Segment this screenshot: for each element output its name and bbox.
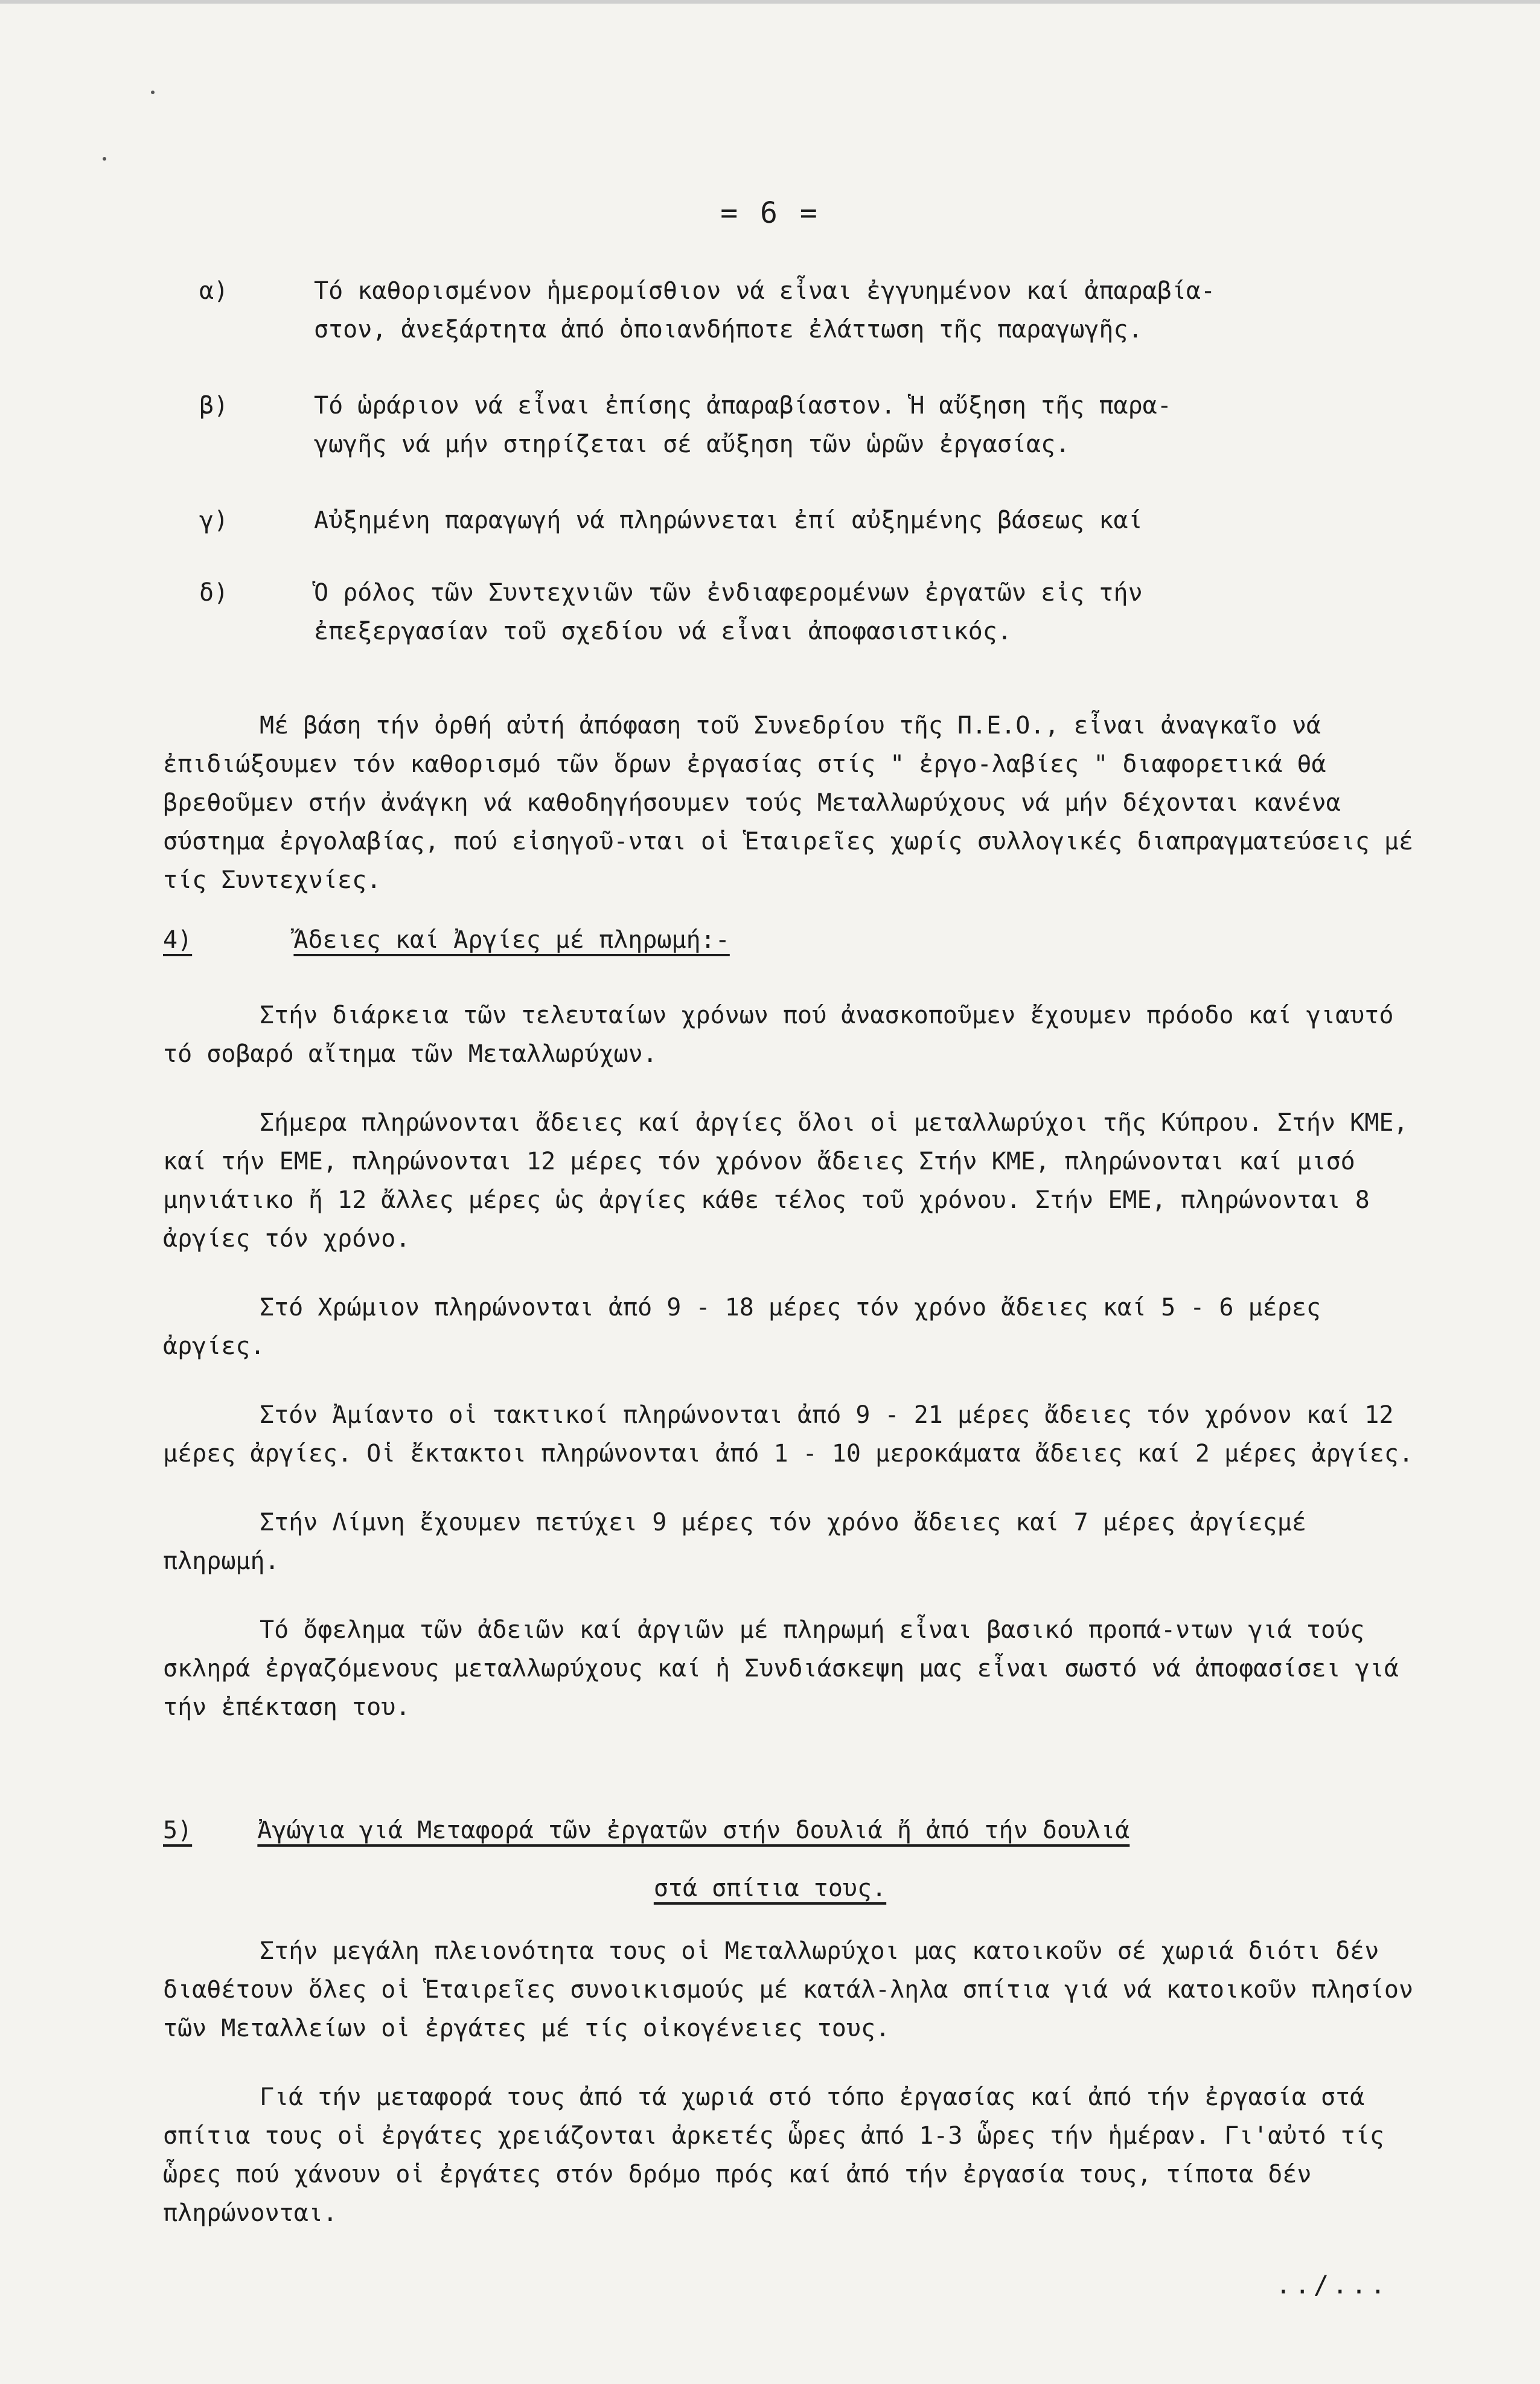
list-item-line: στον, ἀνεξάρτητα ἀπό ὁποιανδήποτε ἐλάττωση τῆς παραγωγῆς. <box>314 316 1143 344</box>
decision-paragraph <box>163 706 1419 900</box>
paragraph-text: Στήν μεγάλη πλειονότητα τους οἱ Μεταλλωρύχοι μας κατοικοῦν σέ χωριά διότι δέν διαθέτουν ὅλες οἱ Ἑταιρεῖες συνοικισμούς μέ κατάλ-ληλα σπίτια γιά νά κατοικοῦν πλησίον τῶν Μεταλλείων οἱ ἐργάτες μέ τίς οἰκογένειες τους. <box>163 1937 1414 2042</box>
list-item-line: Τό ὡράριον νά εἶναι ἐπίσης ἀπαραβίαστον. Ἡ αὔξηση τῆς παρα- <box>314 392 1172 420</box>
section-title-continued: στά σπίτια τους. <box>653 1874 887 1902</box>
paragraph-text: Στό Χρώμιον πληρώνονται ἀπό 9 - 18 μέρες τόν χρόνο ἄδειες καί 5 - 6 μέρες ἀργίες. <box>163 1294 1321 1360</box>
continuation-mark: ../... <box>1276 2270 1389 2299</box>
paragraph-text: Στήν διάρκεια τῶν τελευταίων χρόνων πού ἀνασκοποῦμεν ἔχουμεν πρόοδο καί γιαυτό τό σοβαρό αἴτημα τῶν Μεταλλωρύχων. <box>163 1002 1394 1068</box>
section-number: 4) <box>163 926 193 954</box>
paragraph-text: Τό ὄφελημα τῶν ἀδειῶν καί ἀργιῶν μέ πληρωμή εἶναι βασικό προπά-ντων γιά τούς σκληρά ἐργαζόμενους μεταλλωρύχους καί ἡ Συνδιάσκεψη μας εἶναι σωστό νά ἀποφασίσει γιά τήν ἐπέκταση του. <box>163 1616 1399 1721</box>
paragraph-text: Σήμερα πληρώνονται ἄδειες καί ἀργίες ὅλοι οἱ μεταλλωρύχοι τῆς Κύπρου. Στήν ΚΜΕ, καί τήν ΕΜΕ, πληρώνονται 12 μέρες τόν χρόνον ἄδειες Στήν ΚΜΕ, πληρώνονται καί μισό μηνιάτικο ἤ 12 ἄλλες μέρες ὡς ἀργίες κάθε τέλος τοῦ χρόνου. Στήν ΕΜΕ, πληρώνονται 8 ἀργίες τόν χρόνο. <box>163 1109 1408 1253</box>
scan-speck <box>151 91 155 94</box>
list-marker: γ) <box>199 507 229 534</box>
list-item-a <box>199 272 1395 349</box>
list-marker: δ) <box>199 579 229 607</box>
section-number: 5) <box>163 1817 193 1844</box>
list-item-line: Τό καθορισμένον ἡμερομίσθιον νά εἶναι ἐγγυημένον καί ἀπαραβία- <box>314 277 1216 305</box>
paragraph-text: Στήν Λίμνη ἔχουμεν πετύχει 9 μέρες τόν χρόνο ἄδειες καί 7 μέρες ἀργίεςμέ πληρωμή. <box>163 1509 1306 1575</box>
page-number: = 6 = <box>720 196 820 230</box>
list-item-line: Αὐξημένη παραγωγή νά πληρώννεται ἐπί αὐξημένης βάσεως καί <box>314 507 1143 534</box>
paragraph-text: Γιά τήν μεταφορά τους ἀπό τά χωριά στό τόπο ἐργασίας καί ἀπό τήν ἐργασία στά σπίτια τους οἱ ἐργάτες χρειάζονται ἀρκετές ὧρες ἀπό 1-3 ὧρες τήν ἡμέραν. Γι'αὐτό τίς ὧρες πού χάνουν οἱ ἐργάτες στόν δρόμο πρός καί ἀπό τήν ἐργασία τους, τίποτα δέν πληρώνονται. <box>163 2083 1384 2227</box>
list-item-line: Ὁ ρόλος τῶν Συντεχνιῶν τῶν ἐνδιαφερομένων ἐργατῶν εἰς τήν <box>314 579 1143 607</box>
scan-speck <box>103 157 106 161</box>
section-5-body <box>163 1932 1419 2232</box>
scan-edge <box>0 0 1540 4</box>
list-item-c <box>199 501 1395 540</box>
section-5-heading <box>163 1811 1129 1850</box>
paragraph-text: Στόν Ἀμίαντο οἱ τακτικοί πληρώνονται ἀπό 9 - 21 μέρες ἄδειες τόν χρόνον καί 12 μέρες ἀργίες. Οἱ ἔκτακτοι πληρώνονται ἀπό 1 - 10 μεροκάματα ἄδειες καί 2 μέρες ἀργίες. <box>163 1401 1414 1468</box>
list-item-b <box>199 386 1395 464</box>
list-item-line: ἐπεξεργασίαν τοῦ σχεδίου νά εἶναι ἀποφασιστικός. <box>314 618 1012 645</box>
list-marker: β) <box>199 392 229 420</box>
paragraph-text: Μέ βάση τήν ὀρθή αὐτή ἀπόφαση τοῦ Συνεδρίου τῆς Π.Ε.Ο., εἶναι ἀναγκαῖο νά ἐπιδιώξουμεν τόν καθορισμό τῶν ὅρων ἐργασίας στίς " ἐργο-λαβίες " διαφορετικά θά βρεθοῦμεν στήν ἀνάγκη νά καθοδηγήσουμεν τούς Μεταλλωρύχους νά μήν δέχονται κανένα σύστημα ἐργολαβίας, πού εἰσηγοῦ-νται οἱ Ἑταιρεῖες χωρίς συλλογικές διαπραγματεύσεις μέ τίς Συντεχνίες. <box>163 712 1414 894</box>
section-title: Ἀγώγια γιά Μεταφορά τῶν ἐργατῶν στήν δουλιά ἤ ἀπό τήν δουλιά <box>257 1817 1130 1844</box>
section-5-heading-line2 <box>0 1874 1540 1902</box>
section-4-body <box>163 996 1419 1727</box>
list-marker: α) <box>199 277 229 305</box>
section-title: Ἄδειες καί Ἀργίες μέ πληρωμή:- <box>293 926 730 954</box>
list-item-d <box>199 574 1395 651</box>
section-4-heading <box>163 921 730 959</box>
list-item-line: γωγῆς νά μήν στηρίζεται σέ αὔξηση τῶν ὡρῶν ἐργασίας. <box>314 430 1070 458</box>
